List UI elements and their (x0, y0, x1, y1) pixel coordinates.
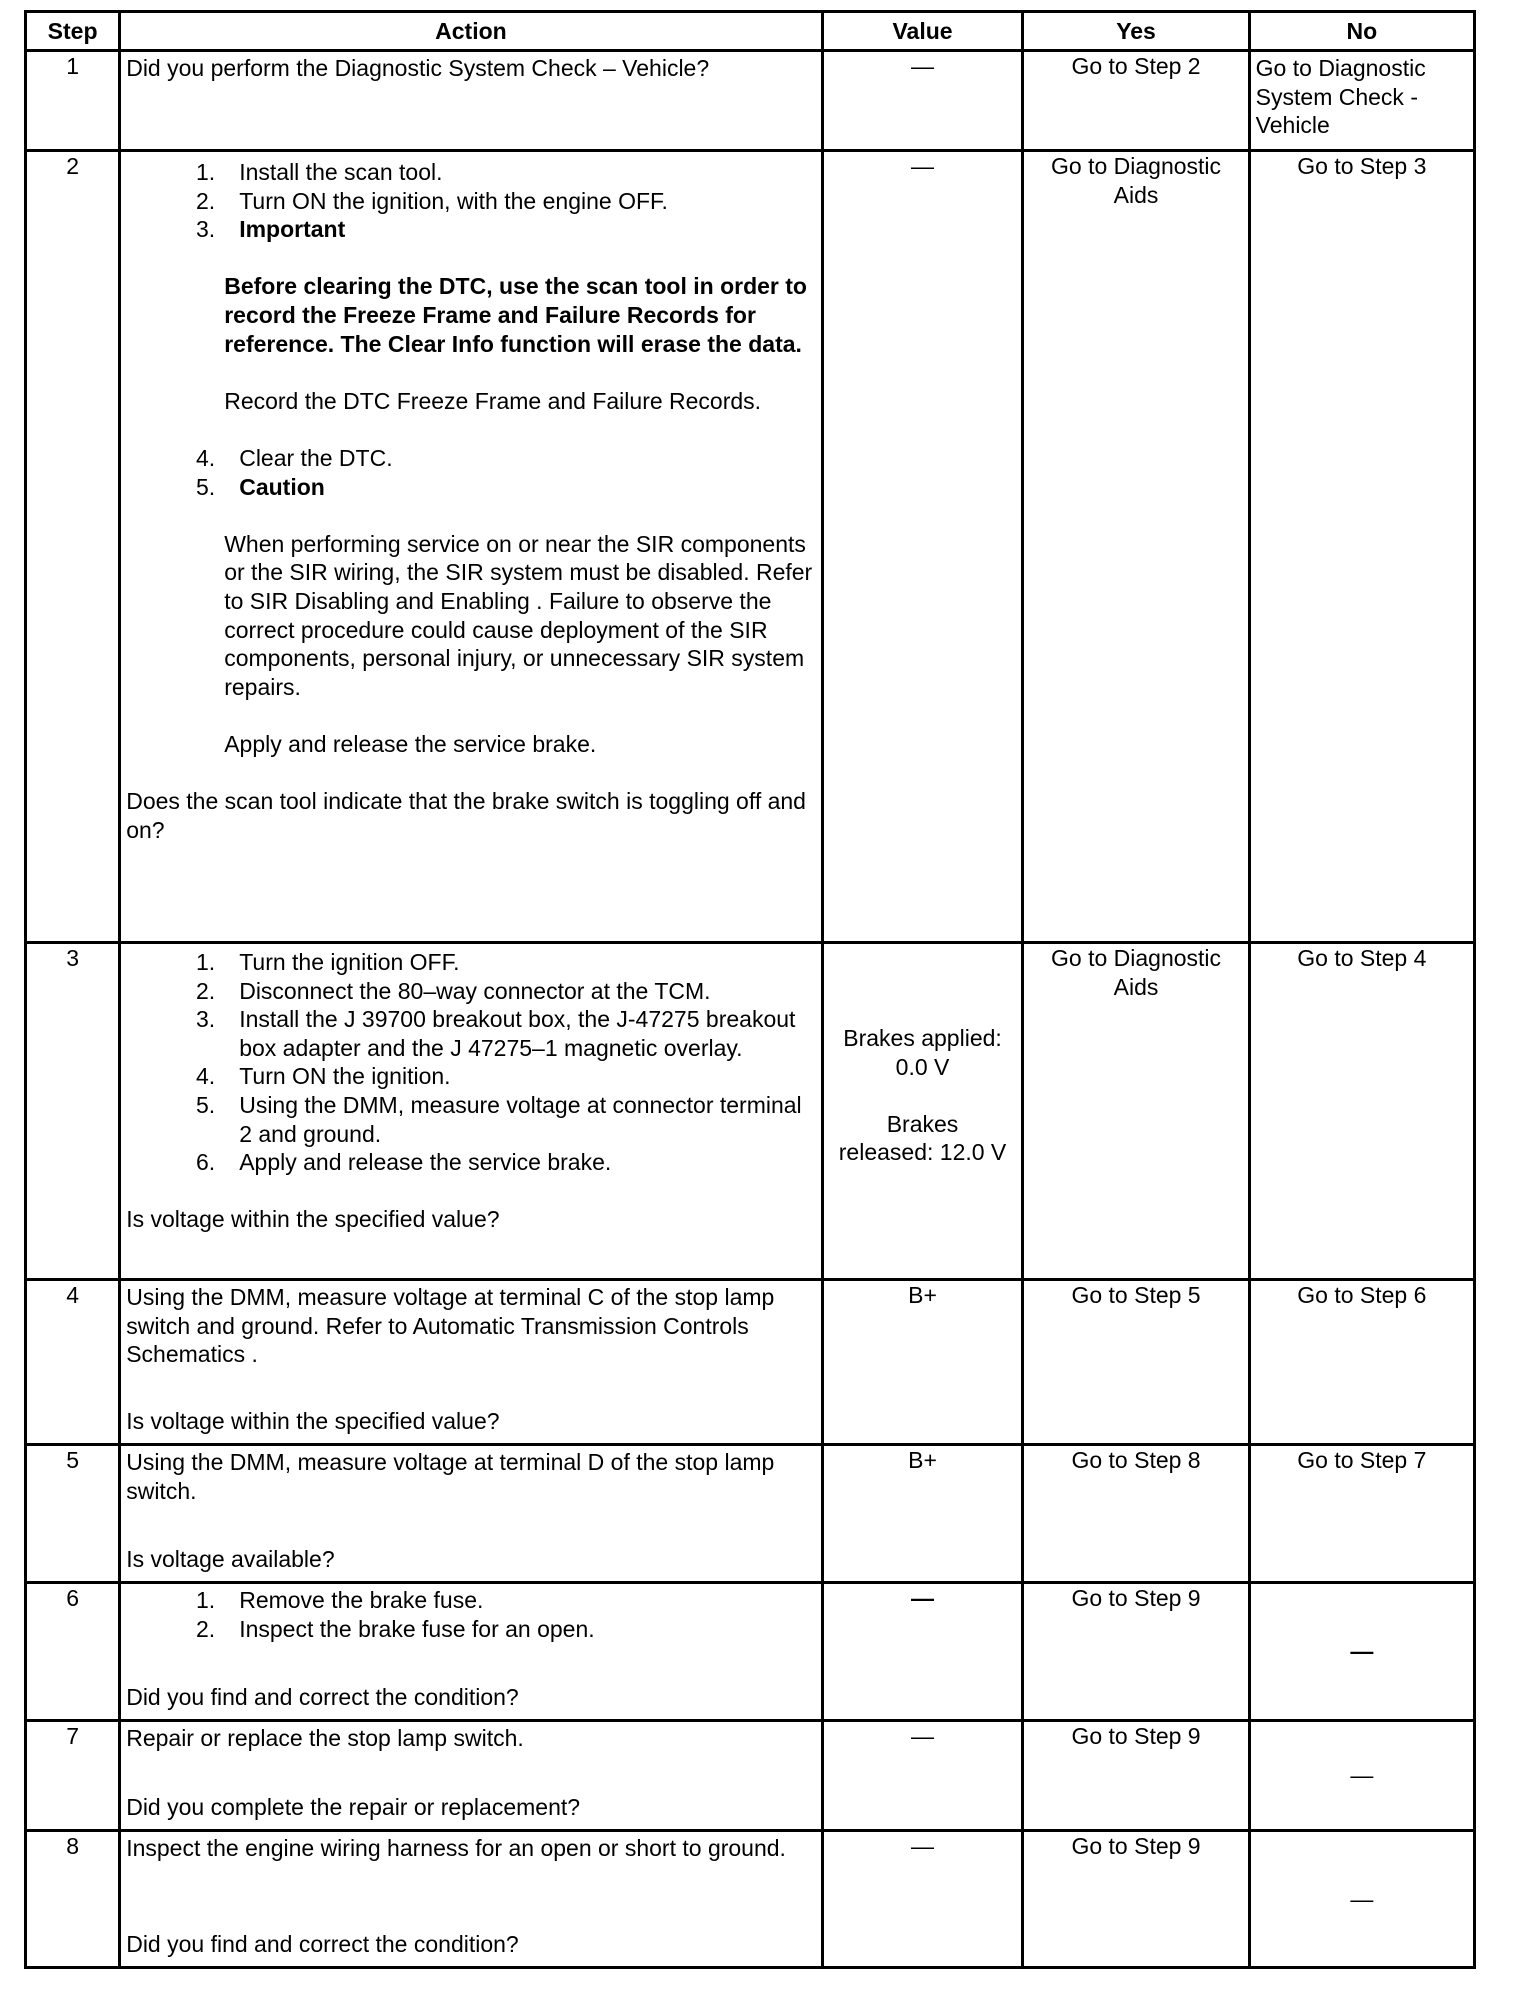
yes-cell: Go to Step 9 (1023, 1831, 1249, 1968)
value-line: Brakes (886, 1110, 959, 1137)
list-item: 1. Turn the ignition OFF. (196, 949, 460, 975)
no-cell: Go to Step 4 (1249, 943, 1474, 1280)
action-question: Did you find and correct the condition? (126, 1684, 519, 1711)
list-item: 1. Remove the brake fuse. (196, 1587, 484, 1613)
header-action: Action (120, 12, 822, 51)
action-text: Did you perform the Diagnostic System Check – Vehicle? (126, 55, 710, 81)
action-question: Is voltage available? (126, 1546, 335, 1573)
header-no: No (1249, 12, 1474, 51)
no-cell: — (1249, 1831, 1474, 1968)
important-note: Before clearing the DTC, use the scan tool in order to record the Freeze Frame and Failure Records for reference. The Clear Info function will erase the data. (224, 273, 807, 357)
action-cell (120, 1583, 822, 1721)
step-number: 5 (26, 1445, 120, 1583)
list-item: 3. Important (196, 216, 346, 243)
action-cell (120, 51, 822, 151)
no-cell: — (1249, 1721, 1474, 1831)
value-cell: — (822, 151, 1023, 943)
step-number: 2 (26, 151, 120, 943)
action-text: Using the DMM, measure voltage at terminal D of the stop lamp switch. (126, 1449, 775, 1504)
list-item: 6. Apply and release the service brake. (196, 1149, 612, 1176)
list-item: 2. Turn ON the ignition, with the engine OFF. (196, 187, 668, 214)
action-question: Did you complete the repair or replacement? (126, 1794, 581, 1821)
no-line: System Check - (1255, 83, 1418, 110)
action-cell (120, 1831, 822, 1968)
table-row (26, 1583, 1475, 1721)
action-text: Using the DMM, measure voltage at terminal C of the stop lamp switch and ground. Refer to Automatic Transmission Controls Schematics . (126, 1284, 775, 1368)
no-cell (1249, 51, 1474, 151)
action-steps (126, 158, 815, 244)
step-number: 3 (26, 943, 120, 1280)
list-item: 2. Inspect the brake fuse for an open. (196, 1615, 595, 1642)
value-cell: — (822, 1583, 1023, 1721)
action-text: Repair or replace the stop lamp switch. (126, 1725, 524, 1751)
header-value: Value (822, 12, 1023, 51)
action-question: Did you find and correct the condition? (126, 1931, 519, 1958)
action-steps (126, 444, 815, 501)
list-item: 5. Caution (196, 473, 325, 500)
action-steps (126, 1586, 815, 1643)
action-cell (120, 943, 822, 1280)
action-cell (120, 1280, 822, 1445)
step-number: 1 (26, 51, 120, 151)
table-row (26, 943, 1475, 1280)
diagnostic-table (24, 10, 1476, 1969)
yes-line: Aids (1113, 181, 1159, 208)
action-cell (120, 1721, 822, 1831)
action-question: Is voltage within the specified value? (126, 1206, 500, 1233)
value-cell: — (822, 51, 1023, 151)
list-item: 2. Disconnect the 80–way connector at the TCM. (196, 977, 711, 1004)
value-line: released: 12.0 V (838, 1139, 1007, 1166)
yes-cell: Go to Step 2 (1023, 51, 1249, 151)
value-line: 0.0 V (895, 1053, 950, 1080)
action-steps (126, 948, 815, 1177)
step-number: 4 (26, 1280, 120, 1445)
table-row (26, 51, 1475, 151)
header-step: Step (26, 12, 120, 51)
step-number: 8 (26, 1831, 120, 1968)
table-row (26, 1831, 1475, 1968)
record-note: Record the DTC Freeze Frame and Failure Records. (224, 387, 762, 414)
action-cell (120, 1445, 822, 1583)
yes-line: Aids (1113, 973, 1159, 1000)
table-row (26, 1280, 1475, 1445)
yes-cell: Go to Step 8 (1023, 1445, 1249, 1583)
step-number: 7 (26, 1721, 120, 1831)
step-number: 6 (26, 1583, 120, 1721)
yes-line: Go to Diagnostic (1051, 945, 1222, 971)
table-row (26, 151, 1475, 943)
list-item: 1. Install the scan tool. (196, 159, 443, 185)
no-cell: Go to Step 6 (1249, 1280, 1474, 1445)
no-cell: Go to Step 7 (1249, 1445, 1474, 1583)
action-text: Inspect the engine wiring harness for an open or short to ground. (126, 1835, 786, 1861)
list-item: 5. Using the DMM, measure voltage at connector terminal 2 and ground. (196, 1091, 802, 1147)
list-item: 3. Install the J 39700 breakout box, the J-47275 breakout box adapter and the J 47275–1 magnetic overlay. (196, 1006, 796, 1061)
table-header-row (26, 12, 1475, 51)
action-question: Is voltage within the specified value? (126, 1408, 500, 1435)
list-item: 4. Clear the DTC. (196, 444, 393, 471)
no-cell: Go to Step 3 (1249, 151, 1474, 943)
value-cell: B+ (822, 1280, 1023, 1445)
yes-cell: Go to Step 9 (1023, 1583, 1249, 1721)
table-row (26, 1445, 1475, 1583)
action-cell (120, 151, 822, 943)
yes-cell: Go to Step 5 (1023, 1280, 1249, 1445)
value-line: Brakes applied: (843, 1025, 1002, 1051)
yes-cell: Go to Step 9 (1023, 1721, 1249, 1831)
value-cell (822, 943, 1023, 1280)
value-cell: — (822, 1831, 1023, 1968)
yes-cell (1023, 151, 1249, 943)
action-question: Does the scan tool indicate that the brake switch is toggling off and on? (126, 788, 806, 843)
yes-cell (1023, 943, 1249, 1280)
no-cell: — (1249, 1583, 1474, 1721)
value-cell: B+ (822, 1445, 1023, 1583)
no-line: Go to Diagnostic (1255, 55, 1426, 81)
caution-note: When performing service on or near the SIR components or the SIR wiring, the SIR system must be disabled. Refer to SIR Disabling and Enabling . Failure to observe the correct procedure could cause deployment of the SIR components, personal injury, or unnecessary SIR system repairs. (224, 530, 813, 700)
apply-note: Apply and release the service brake. (224, 730, 597, 757)
table-row (26, 1721, 1475, 1831)
header-yes: Yes (1023, 12, 1249, 51)
value-cell: — (822, 1721, 1023, 1831)
yes-line: Go to Diagnostic (1051, 153, 1222, 179)
list-item: 4. Turn ON the ignition. (196, 1063, 451, 1090)
no-line: Vehicle (1255, 112, 1330, 139)
